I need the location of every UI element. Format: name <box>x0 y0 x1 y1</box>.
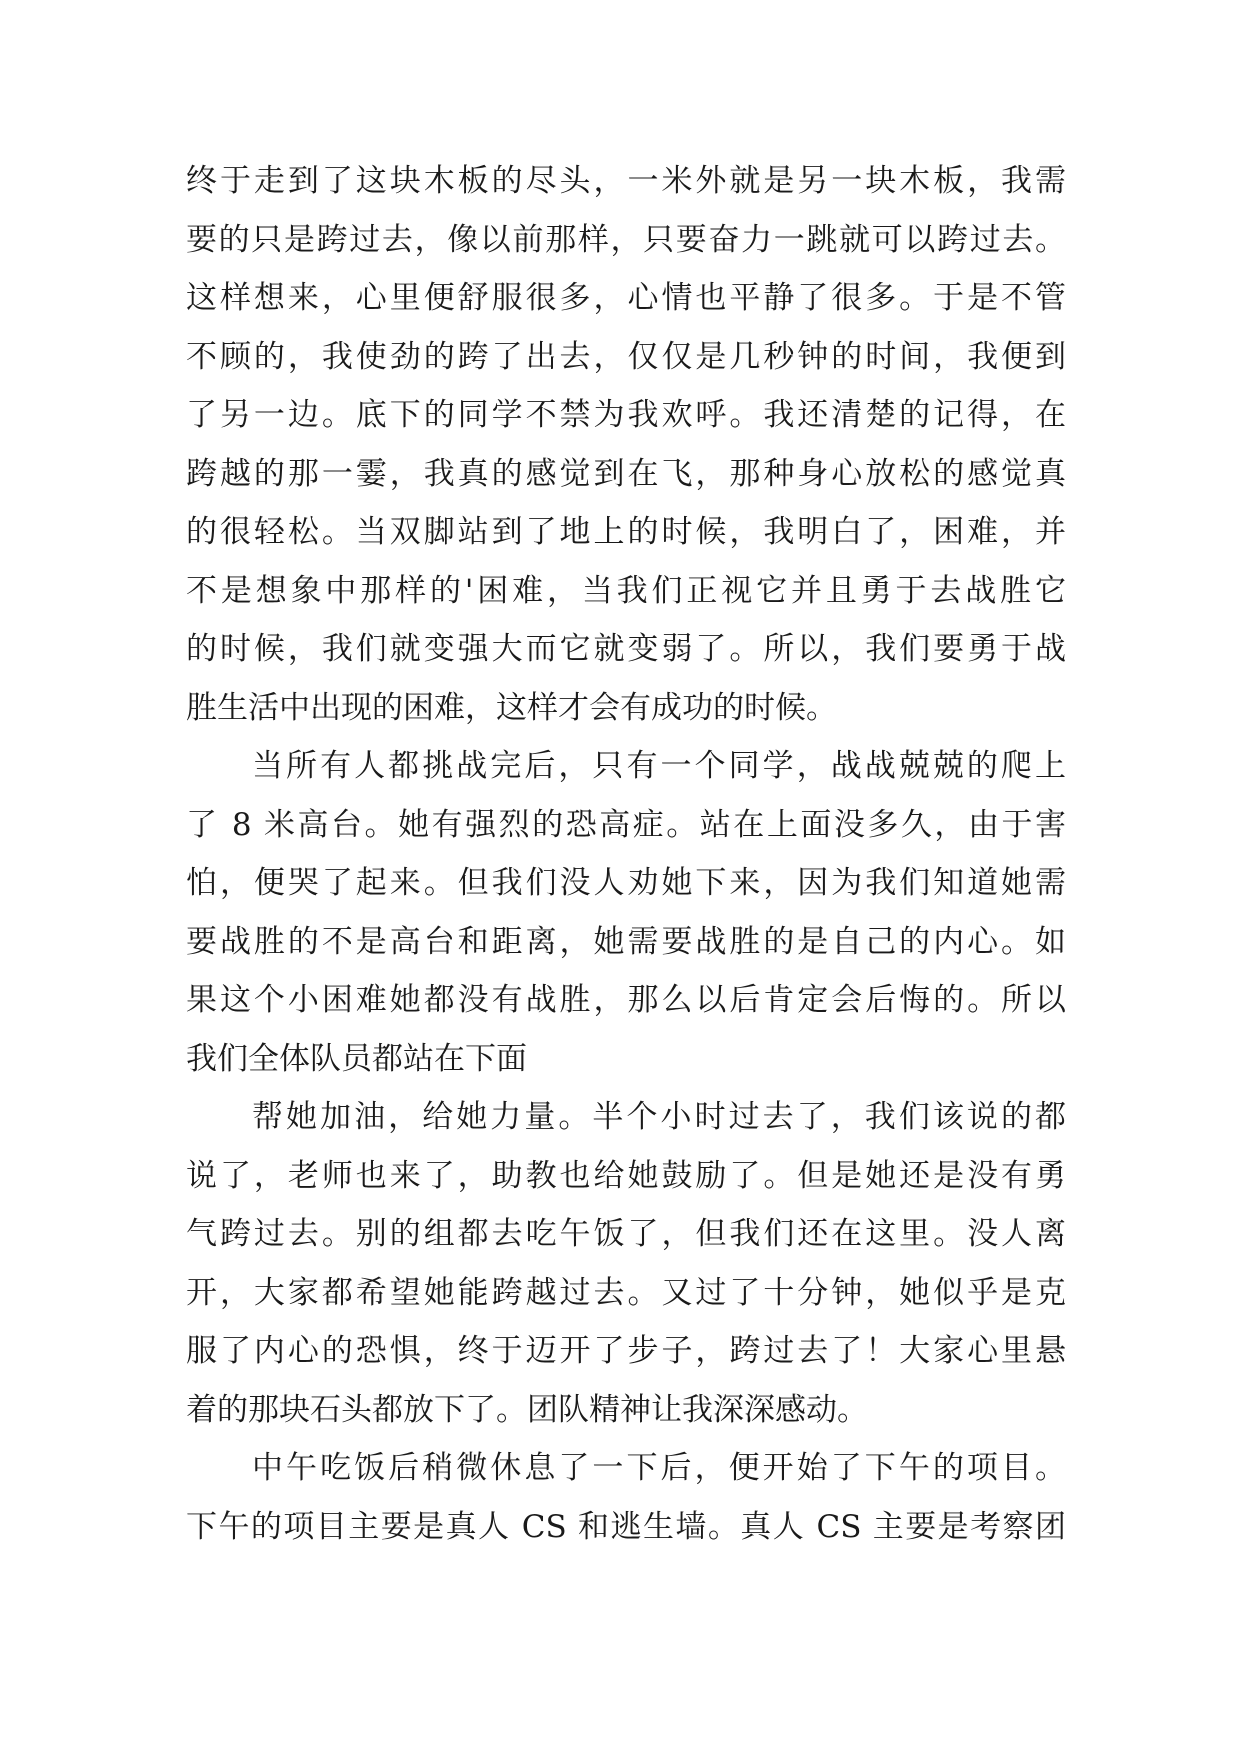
text-line: 中午吃饭后稍微休息了一下后，便开始了下午的项目。 <box>252 1450 1066 1486</box>
text-line: 气跨过去。别的组都去吃午饭了，但我们还在这里。没人离 <box>186 1216 1066 1252</box>
text-line: 了 8 米高台。她有强烈的恐高症。站在上面没多久，由于害 <box>186 806 1066 843</box>
text-line: 要的只是跨过去，像以前那样，只要奋力一跳就可以跨过去。 <box>186 221 1066 258</box>
text-line: 的很轻松。当双脚站到了地上的时候，我明白了，困难，并 <box>186 514 1066 550</box>
text-line: 不顾的，我使劲的跨了出去，仅仅是几秒钟的时间，我便到 <box>186 338 1066 375</box>
text-line: 胜生活中出现的困难，这样才会有成功的时候。 <box>186 689 837 726</box>
text-line: 终于走到了这块木板的尽头，一米外就是另一块木板，我需 <box>186 163 1066 199</box>
text-line: 这样想来，心里便舒服很多，心情也平静了很多。于是不管 <box>186 280 1066 316</box>
text-line: 当所有人都挑战完后，只有一个同学，战战兢兢的爬上 <box>252 748 1066 784</box>
text-line: 了另一边。底下的同学不禁为我欢呼。我还清楚的记得，在 <box>186 397 1066 433</box>
text-line: 跨越的那一霎，我真的感觉到在飞，那种身心放松的感觉真 <box>186 455 1066 492</box>
text-line: 果这个小困难她都没有战胜，那么以后肯定会后悔的。所以 <box>186 982 1066 1018</box>
text-line: 下午的项目主要是真人 CS 和逃生墙。真人 CS 主要是考察团 <box>186 1508 1066 1545</box>
text-line: 怕，便哭了起来。但我们没人劝她下来，因为我们知道她需 <box>186 865 1066 901</box>
text-line: 帮她加油，给她力量。半个小时过去了，我们该说的都 <box>252 1099 1066 1135</box>
text-line: 开，大家都希望她能跨越过去。又过了十分钟，她似乎是克 <box>186 1274 1066 1311</box>
text-line: 要战胜的不是高台和距离，她需要战胜的是自己的内心。如 <box>186 923 1066 960</box>
text-line: 我们全体队员都站在下面 <box>186 1040 527 1077</box>
text-line: 说了，老师也来了，助教也给她鼓励了。但是她还是没有勇 <box>186 1157 1066 1194</box>
text-line: 的时候，我们就变强大而它就变弱了。所以，我们要勇于战 <box>186 631 1066 667</box>
text-line: 服了内心的恐惧，终于迈开了步子，跨过去了！大家心里悬 <box>186 1333 1066 1369</box>
text-line: 不是想象中那样的'困难，当我们正视它并且勇于去战胜它 <box>186 572 1066 609</box>
body-text <box>186 152 1066 1556</box>
text-line: 着的那块石头都放下了。团队精神让我深深感动。 <box>186 1391 868 1428</box>
